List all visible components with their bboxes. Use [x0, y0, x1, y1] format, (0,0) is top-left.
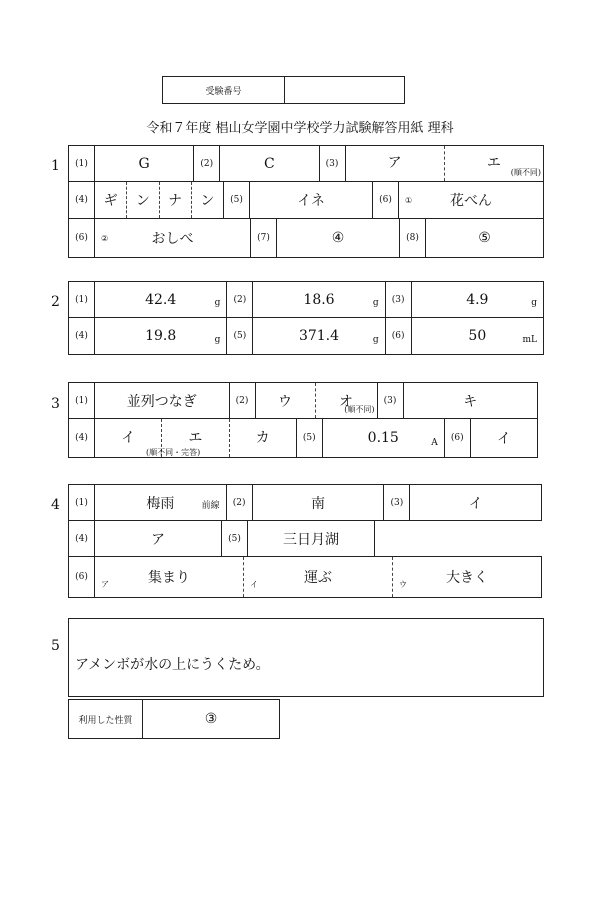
q3-answer-4-note: (順不同・完答)	[146, 448, 201, 457]
q3-num-1: (1)	[69, 383, 95, 418]
q1-num-8: (8)	[400, 219, 426, 257]
q1-answer-4-3: ナ	[160, 182, 192, 218]
q1-answer-6: 花べん	[450, 193, 492, 209]
q4-answer-1-cell	[95, 485, 227, 520]
q1-answer-4-1: ギ	[95, 182, 127, 218]
q4-unit-1: 前線	[201, 501, 220, 511]
q5-property-row	[68, 699, 280, 739]
q2-unit-4: g	[214, 335, 221, 345]
q1-answer-6b: おしべ	[151, 231, 194, 247]
q4-num-6: (6)	[69, 557, 95, 597]
q3-answer-5-cell	[323, 419, 445, 457]
q4-row-2	[68, 520, 375, 557]
q4-num-5: (5)	[222, 521, 248, 556]
q3-num-2: (2)	[230, 383, 256, 418]
q5-property-value: ③	[204, 711, 218, 727]
q3-answer-2b: オ	[339, 394, 353, 410]
q1-answer-4-4: ン	[192, 182, 224, 218]
q2-unit-1: g	[214, 298, 221, 308]
q3-answer-4c: カ	[230, 419, 297, 457]
page-title: 令和７年度 椙山女学園中学校学力試験解答用紙 理科	[146, 121, 454, 136]
q1-answer-7: ④	[277, 219, 400, 257]
q1-row-1	[68, 145, 544, 182]
q4-answer-6b: 運ぶ	[304, 570, 332, 586]
q1-answer-6b-cell	[95, 219, 251, 257]
q1-num-2: (2)	[194, 146, 220, 181]
q3-unit-5: A	[431, 438, 438, 448]
q4-answer-2: 南	[253, 485, 385, 520]
q1-num-4: (4)	[69, 182, 95, 218]
q2-unit-5: g	[372, 335, 379, 345]
q1-answer-6b-mark: ②	[101, 233, 109, 243]
q3-num-6: (6)	[445, 419, 471, 457]
q2-row-1	[68, 281, 544, 318]
q4-answer-1: 梅雨	[146, 495, 175, 512]
question-5-label: 5	[51, 638, 60, 654]
q5-property-label: 利用した性質	[69, 700, 143, 738]
q2-answer-6: 50	[468, 328, 487, 344]
q3-num-4: (4)	[69, 419, 95, 457]
q1-num-7: (7)	[251, 219, 277, 257]
q4-answer-6c-cell	[393, 557, 541, 597]
q1-row-3	[68, 219, 544, 258]
q3-row-1	[68, 382, 538, 419]
q5-answer: アメンボが水の上にうくため。	[75, 657, 270, 673]
q1-answer-6-cell	[399, 182, 543, 218]
q3-row-2	[68, 419, 538, 458]
q1-row-2	[68, 182, 544, 219]
question-3-label: 3	[51, 396, 60, 412]
q3-answer-2a: ウ	[256, 383, 316, 418]
q2-answer-6-cell	[412, 318, 543, 354]
q2-num-1: (1)	[69, 282, 95, 317]
q3-answer-4a: イ	[95, 419, 162, 457]
q4-row-1	[68, 484, 542, 521]
q3-answer-4b: エ	[162, 419, 229, 457]
q2-unit-3: g	[531, 298, 537, 308]
q1-answer-2: C	[220, 146, 319, 181]
q2-answer-4: 19.8	[145, 328, 177, 344]
q1-answer-8: ⑤	[478, 230, 491, 246]
q2-num-6: (6)	[386, 318, 412, 354]
q1-num-1: (1)	[69, 146, 95, 181]
q1-num-6: (6)	[373, 182, 399, 218]
q2-unit-6: mL	[522, 335, 537, 345]
q2-answer-2: 18.6	[303, 291, 335, 308]
q1-answer-4-2: ン	[127, 182, 159, 218]
q5-answer-box	[68, 618, 544, 697]
q4-num-3: (3)	[384, 485, 410, 520]
q1-answer-1: G	[95, 146, 194, 181]
q2-num-5: (5)	[227, 318, 253, 354]
q2-num-3: (3)	[386, 282, 412, 317]
q2-answer-5: 371.4	[298, 328, 340, 344]
q4-answer-6c: 大きく	[446, 570, 488, 586]
q2-unit-2: g	[372, 298, 379, 308]
q2-answer-3-cell	[412, 282, 543, 317]
q3-answer-2b-cell	[316, 383, 378, 418]
q1-answer-3a: ア	[346, 146, 445, 181]
q4-num-4: (4)	[69, 521, 95, 556]
q4-answer-4: ア	[95, 521, 222, 556]
q3-answer-6: イ	[496, 431, 511, 447]
q1-answer-5: イネ	[250, 182, 373, 218]
q2-answer-5-cell	[253, 318, 385, 354]
q4-answer-6b-cell	[244, 557, 393, 597]
q4-answer-6b-mark: イ	[250, 580, 258, 589]
q4-num-2: (2)	[227, 485, 253, 520]
q4-row-3	[68, 556, 542, 598]
q1-answer-3-note: (順不同)	[510, 168, 541, 177]
q2-answer-1: 42.4	[145, 291, 177, 308]
q3-num-5: (5)	[297, 419, 323, 457]
q4-answer-3: イ	[468, 495, 483, 512]
q4-answer-6a: 集まり	[148, 570, 190, 586]
q4-answer-6a-cell	[95, 557, 244, 597]
q2-answer-3: 4.9	[466, 291, 489, 308]
q3-answer-2-note: (順不同)	[344, 405, 375, 414]
q2-num-4: (4)	[69, 318, 95, 354]
question-4-label: 4	[51, 497, 60, 513]
exam-number-field[interactable]	[285, 77, 404, 103]
q3-answer-5: 0.15	[367, 430, 399, 446]
exam-number-label: 受験番号	[163, 77, 285, 103]
question-2-label: 2	[51, 294, 60, 310]
q4-num-1: (1)	[69, 485, 95, 520]
q2-row-2	[68, 318, 544, 355]
q1-answer-3b: エ	[486, 155, 501, 171]
q2-answer-4-cell	[95, 318, 227, 354]
q3-answer-3: キ	[463, 393, 478, 410]
q1-num-6b: (6)	[69, 219, 95, 257]
q2-num-2: (2)	[227, 282, 253, 317]
q1-num-3: (3)	[320, 146, 346, 181]
question-1-label: 1	[51, 158, 60, 174]
q4-answer-5: 三日月湖	[283, 531, 339, 548]
q3-answer-1: 並列つなぎ	[95, 383, 230, 418]
q1-answer-6-mark: ①	[405, 195, 413, 205]
q1-num-5: (5)	[224, 182, 250, 218]
q2-answer-2-cell	[253, 282, 385, 317]
q4-answer-6c-mark: ウ	[399, 580, 407, 589]
q4-answer-6a-mark: ア	[101, 580, 109, 589]
q2-answer-1-cell	[95, 282, 227, 317]
q3-num-3: (3)	[378, 383, 404, 418]
exam-number-box	[162, 76, 405, 104]
q1-answer-3b-cell	[445, 146, 543, 181]
